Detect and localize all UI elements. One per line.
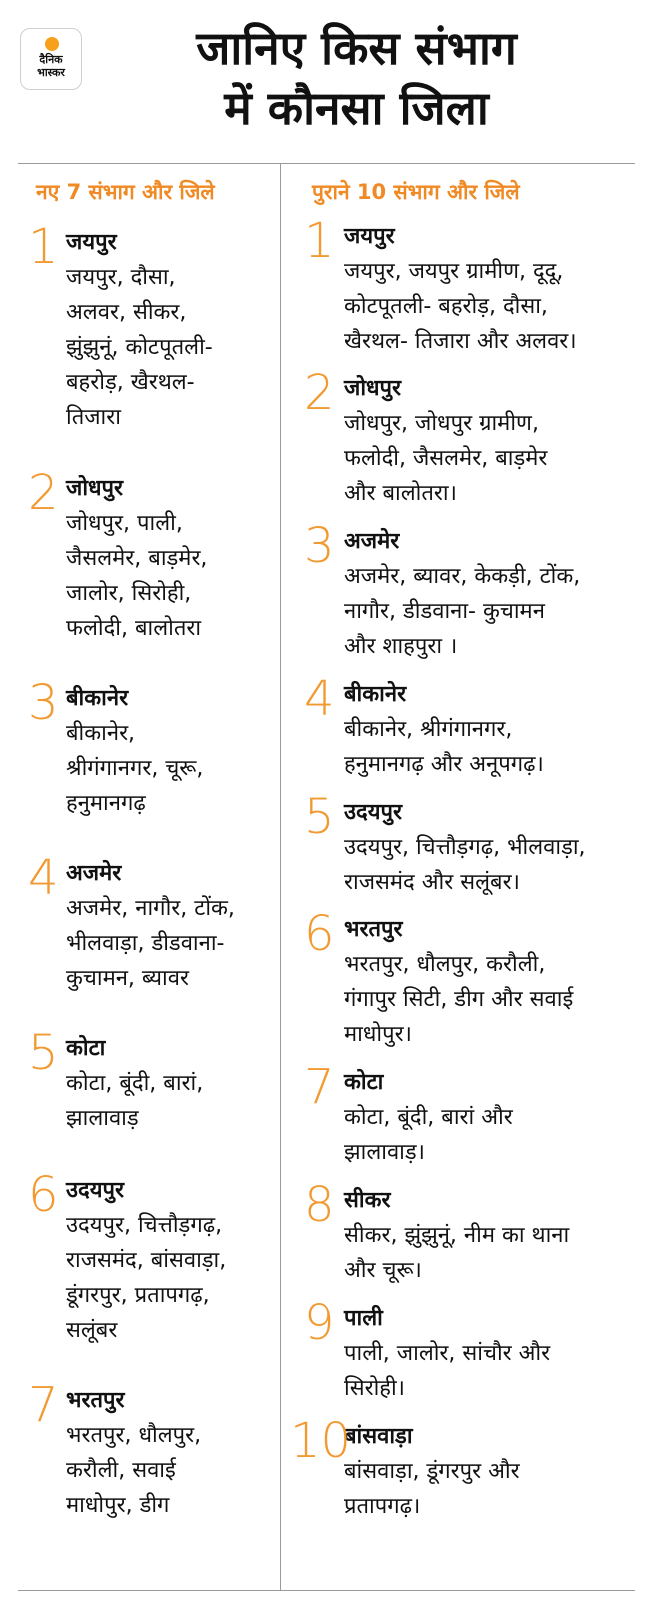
district-line: झालावाड़। xyxy=(344,1140,425,1165)
division-name: कोटा xyxy=(344,1070,384,1095)
dainik-bhaskar-logo xyxy=(20,28,82,90)
sun-icon xyxy=(45,37,59,51)
division-number: 8 xyxy=(304,1177,335,1233)
district-line: सलूंबर xyxy=(66,1318,118,1343)
left-division-entry xyxy=(28,1025,278,1136)
division-name: कोटा xyxy=(66,1036,106,1061)
right-division-entry xyxy=(300,1059,650,1170)
division-number: 6 xyxy=(304,906,335,962)
district-line: झुंझुनूं, कोटपूतली- xyxy=(66,335,213,360)
division-number: 3 xyxy=(304,518,335,574)
district-line: नागौर, डीडवाना- कुचामन xyxy=(344,599,545,624)
right-division-entry xyxy=(290,1413,650,1524)
district-line: पाली, जालोर, सांचौर और xyxy=(344,1341,551,1366)
division-number: 3 xyxy=(28,675,59,731)
district-line: सिरोही। xyxy=(344,1376,405,1401)
district-line: झालावाड़ xyxy=(66,1106,139,1131)
left-division-entry xyxy=(28,219,278,435)
district-line: राजसमंद, बांसवाड़ा, xyxy=(66,1248,227,1273)
left-division-entry xyxy=(28,850,278,996)
district-line: उदयपुर, चित्तौड़गढ़, xyxy=(66,1213,223,1238)
district-line: बांसवाड़ा, डूंगरपुर और xyxy=(344,1459,520,1484)
district-line: और चूरू। xyxy=(344,1258,422,1283)
bottom-divider xyxy=(18,1590,635,1591)
division-number: 7 xyxy=(28,1377,59,1433)
district-line: कोटा, बूंदी, बारां, xyxy=(66,1071,204,1096)
division-name: जोधपुर xyxy=(344,376,402,401)
division-number: 4 xyxy=(28,850,59,906)
division-number: 9 xyxy=(304,1295,335,1351)
district-line: बीकानेर, श्रीगंगानगर, xyxy=(344,717,513,742)
right-division-entry xyxy=(300,518,650,664)
right-division-entry xyxy=(300,213,650,359)
district-line: उदयपुर, चित्तौड़गढ़, भीलवाड़ा, xyxy=(344,835,586,860)
left-division-entry xyxy=(28,1377,278,1523)
division-name: अजमेर xyxy=(66,861,122,886)
division-name: भरतपुर xyxy=(66,1388,125,1413)
district-line: फलोदी, जैसलमेर, बाड़मेर xyxy=(344,446,548,471)
district-line: बहरोड़, खैरथल- xyxy=(66,370,195,395)
right-division-entry xyxy=(300,906,650,1052)
division-name: बीकानेर xyxy=(344,682,407,707)
division-name: बांसवाड़ा xyxy=(344,1424,413,1449)
district-line: डूंगरपुर, प्रतापगढ़, xyxy=(66,1283,210,1308)
left-division-entry xyxy=(28,1167,278,1348)
division-name: भरतपुर xyxy=(344,917,403,942)
district-line: बीकानेर, xyxy=(66,721,136,746)
district-line: माधोपुर। xyxy=(344,1022,412,1047)
left-division-entry xyxy=(28,675,278,821)
district-line: कोटा, बूंदी, बारां और xyxy=(344,1105,513,1130)
district-line: सीकर, झुंझुनूं, नीम का थाना xyxy=(344,1223,570,1248)
right-division-entry xyxy=(300,1295,650,1406)
district-line: जयपुर, दौसा, xyxy=(66,265,176,290)
district-line: माधोपुर, डीग xyxy=(66,1493,170,1518)
logo-text xyxy=(21,53,81,79)
division-number: 2 xyxy=(28,465,59,521)
division-name: उदयपुर xyxy=(344,800,402,825)
column-divider xyxy=(280,164,281,1590)
left-column-heading: नए 7 संभाग और जिले xyxy=(36,180,215,204)
district-line: करौली, सवाई xyxy=(66,1458,176,1483)
district-line: भरतपुर, धौलपुर, करौली, xyxy=(344,952,546,977)
division-name: अजमेर xyxy=(344,529,400,554)
district-line: राजसमंद और सलूंबर। xyxy=(344,870,520,895)
district-line: जैसलमेर, बाड़मेर, xyxy=(66,546,208,571)
district-line: और बालोतरा। xyxy=(344,481,457,506)
title-line-1: जानिए किस संभाग xyxy=(196,21,517,75)
division-name: पाली xyxy=(344,1306,383,1331)
left-division-entry xyxy=(28,465,278,646)
district-line: अजमेर, नागौर, टोंक, xyxy=(66,896,235,921)
district-line: हनुमानगढ़ और अनूपगढ़। xyxy=(344,752,544,777)
division-number: 4 xyxy=(304,671,335,727)
top-divider xyxy=(18,163,635,164)
district-line: जयपुर, जयपुर ग्रामीण, दूदू, xyxy=(344,259,564,284)
district-line: खैरथल- तिजारा और अलवर। xyxy=(344,329,577,354)
right-division-entry xyxy=(300,1177,650,1288)
district-line: कोटपूतली- बहरोड़, दौसा, xyxy=(344,294,548,319)
district-line: और शाहपुरा । xyxy=(344,634,458,659)
title-line-2: में कौनसा जिला xyxy=(224,81,489,135)
district-line: अजमेर, ब्यावर, केकड़ी, टोंक, xyxy=(344,564,581,589)
district-line: जालोर, सिरोही, xyxy=(66,581,192,606)
district-line: फलोदी, बालोतरा xyxy=(66,616,202,641)
district-line: श्रीगंगानगर, चूरू, xyxy=(66,756,204,781)
division-name: जयपुर xyxy=(344,224,395,249)
division-number: 2 xyxy=(304,365,335,421)
header xyxy=(0,0,653,160)
right-division-entry xyxy=(300,789,650,900)
division-number: 10 xyxy=(290,1413,352,1469)
division-name: उदयपुर xyxy=(66,1178,124,1203)
division-name: सीकर xyxy=(344,1188,391,1213)
division-number: 6 xyxy=(28,1167,59,1223)
logo-line-1: दैनिक xyxy=(39,53,63,66)
district-line: अलवर, सीकर, xyxy=(66,300,187,325)
page-title xyxy=(80,18,633,138)
district-line: भीलवाड़ा, डीडवाना- xyxy=(66,931,225,956)
district-line: तिजारा xyxy=(66,405,121,430)
district-line: गंगापुर सिटी, डीग और सवाई xyxy=(344,987,574,1012)
division-number: 5 xyxy=(304,789,335,845)
logo-line-2: भास्कर xyxy=(37,66,65,79)
right-column-heading: पुराने 10 संभाग और जिले xyxy=(312,180,520,204)
division-name: जोधपुर xyxy=(66,476,124,501)
division-name: जयपुर xyxy=(66,230,117,255)
division-number: 1 xyxy=(28,219,59,275)
division-number: 5 xyxy=(28,1025,59,1081)
division-number: 7 xyxy=(304,1059,335,1115)
district-line: जोधपुर, पाली, xyxy=(66,511,183,536)
division-name: बीकानेर xyxy=(66,686,129,711)
division-number: 1 xyxy=(304,213,335,269)
right-division-entry xyxy=(300,365,650,511)
district-line: कुचामन, ब्यावर xyxy=(66,966,189,991)
district-line: हनुमानगढ़ xyxy=(66,791,146,816)
district-line: जोधपुर, जोधपुर ग्रामीण, xyxy=(344,411,539,436)
district-line: भरतपुर, धौलपुर, xyxy=(66,1423,202,1448)
right-division-entry xyxy=(300,671,650,782)
district-line: प्रतापगढ़। xyxy=(344,1494,421,1519)
